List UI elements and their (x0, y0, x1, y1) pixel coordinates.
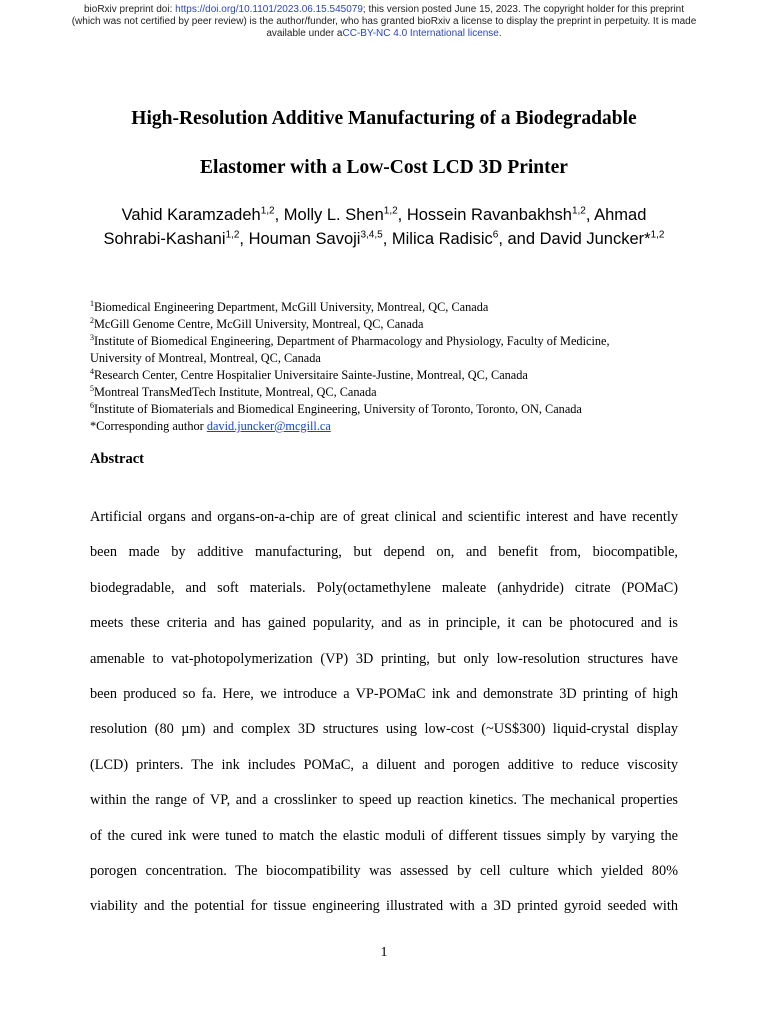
affiliation-text: Biomedical Engineering Department, McGill University, Montreal, QC, Canada (94, 300, 489, 314)
author-separator: , (274, 206, 284, 224)
abstract-line: viability and the potential for tissue engineering illustrated with a 3D printed gyroid seeded with (90, 898, 678, 915)
author-separator: , (397, 206, 407, 224)
affiliation-text: University of Montreal, Montreal, QC, Canada (90, 351, 321, 365)
author-separator: , (382, 230, 392, 248)
affiliation-number: 2 (90, 315, 94, 325)
banner-line-3-suffix: . (498, 28, 502, 39)
author-affiliation-marker: 1,2 (571, 205, 586, 217)
affiliation-line (90, 299, 690, 316)
banner-line-1-suffix: ; this version posted June 15, 2023. The copyright holder for this preprint (362, 4, 685, 15)
abstract-line: (LCD) printers. The ink includes POMaC, a diluent and porogen additive to reduce viscosity (90, 756, 678, 773)
abstract-body (90, 500, 678, 925)
abstract-heading: Abstract (90, 451, 144, 467)
author-affiliation-marker: 3,4,5 (360, 229, 383, 241)
corresponding-label: *Corresponding author (90, 419, 207, 433)
affiliation-list (90, 299, 690, 435)
author-name: Molly L. Shen (283, 206, 384, 224)
abstract-line: Artificial organs and organs-on-a-chip are of great clinical and scientific interest and have recently (90, 509, 678, 525)
banner-doi-prefix: bioRxiv preprint doi: (83, 4, 176, 15)
affiliation-line (90, 401, 690, 418)
license-link[interactable]: CC-BY-NC 4.0 International license (342, 28, 499, 39)
author-affiliation-marker: 1,2 (650, 229, 665, 241)
paper-title-line-2: Elastomer with a Low-Cost LCD 3D Printer (200, 157, 568, 178)
author-separator: , (585, 206, 595, 224)
abstract-line: meets these criteria and has gained popularity, and as in principle, it can be photocured and is (90, 615, 678, 632)
author-name: Vahid Karamzadeh (121, 206, 261, 224)
affiliation-line (90, 367, 690, 384)
author-name: Houman Savoji (248, 230, 361, 248)
affiliation-text: McGill Genome Centre, McGill University, Montreal, QC, Canada (94, 317, 424, 331)
corresponding-email-link[interactable]: david.juncker@mcgill.ca (206, 419, 331, 433)
abstract-line: biodegradable, and soft materials. Poly(octamethylene maleate (anhydride) citrate (POMaC) (90, 579, 678, 596)
banner-line-1 (0, 4, 768, 16)
abstract-line: resolution (80 µm) and complex 3D structures using low-cost (~US$300) liquid-crystal display (90, 721, 678, 738)
author-name: Hossein Ravanbakhsh (406, 206, 572, 224)
affiliation-line (90, 350, 690, 367)
affiliation-line (90, 316, 690, 333)
preprint-banner (0, 4, 768, 40)
affiliation-text: Research Center, Centre Hospitalier Universitaire Sainte-Justine, Montreal, QC, Canada (94, 368, 528, 382)
doi-link[interactable]: https://doi.org/10.1101/2023.06.15.545079 (175, 4, 363, 15)
affiliation-number: 1 (90, 298, 94, 308)
abstract-line: been made by additive manufacturing, but depend on, and benefit from, biocompatible, (90, 544, 678, 561)
affiliation-number: 4 (90, 366, 94, 376)
author-list (90, 203, 678, 251)
author-separator: , and (498, 230, 540, 248)
author-separator: , (239, 230, 249, 248)
abstract-line: been produced so fa. Here, we introduce a VP-POMaC ink and demonstrate 3D printing of high (90, 686, 678, 703)
affiliation-number: 6 (90, 400, 94, 410)
author-affiliation-marker: 1,2 (383, 205, 398, 217)
affiliation-line (90, 384, 690, 401)
affiliation-text: Institute of Biomedical Engineering, Department of Pharmacology and Physiology, Faculty of Medicine, (94, 334, 610, 348)
banner-line-2: (which was not certified by peer review) is the author/funder, who has granted bioRxiv a license to display the preprint in perpetuity. It is made (71, 16, 697, 27)
author-name: David Juncker* (539, 230, 651, 248)
affiliation-line (90, 333, 690, 350)
affiliation-text: Institute of Biomaterials and Biomedical Engineering, University of Toronto, Toronto, ON, Canada (94, 402, 582, 416)
affiliation-lines (90, 299, 690, 418)
author-affiliation-marker: 6 (492, 229, 499, 241)
author-affiliation-marker: 1,2 (225, 229, 240, 241)
affiliation-text: Montreal TransMedTech Institute, Montreal, QC, Canada (94, 385, 377, 399)
abstract-line: amenable to vat-photopolymerization (VP) 3D printing, but only low-resolution structures have (90, 650, 678, 667)
author-name: Ahmad Sohrabi-Kashani (103, 206, 647, 248)
banner-line-3-prefix: available under a (266, 28, 343, 39)
corresponding-author (90, 418, 690, 435)
affiliation-number: 3 (90, 332, 94, 342)
abstract-line: of the cured ink were tuned to match the elastic moduli of different tissues simply by varying the (90, 827, 678, 844)
abstract-line: porogen concentration. The biocompatibility was assessed by cell culture which yielded 80% (90, 863, 678, 880)
author-name: Milica Radisic (391, 230, 493, 248)
affiliation-number: 5 (90, 383, 94, 393)
author-affiliation-marker: 1,2 (260, 205, 275, 217)
banner-line-3 (0, 28, 768, 40)
paper-title-line-1: High-Resolution Additive Manufacturing of a Biodegradable (131, 108, 637, 129)
abstract-line: within the range of VP, and a crosslinker to speed up reaction kinetics. The mechanical properties (90, 792, 678, 809)
page-number: 1 (380, 945, 388, 960)
